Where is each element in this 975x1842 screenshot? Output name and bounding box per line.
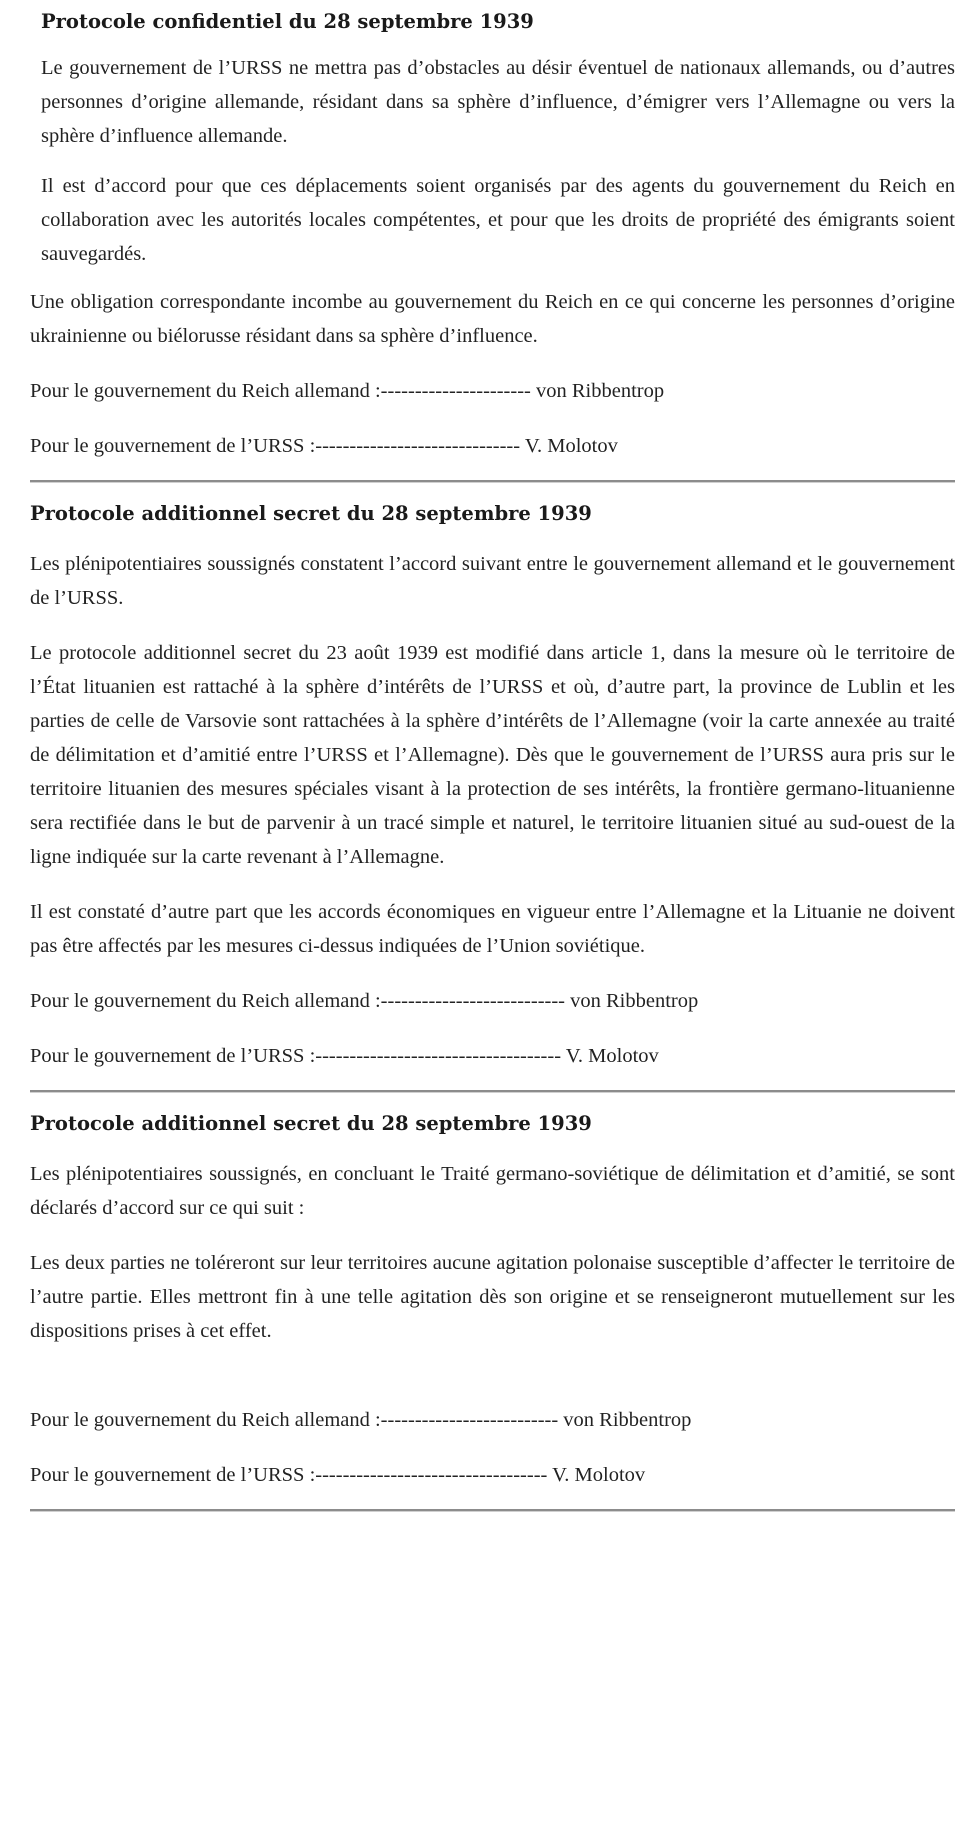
paragraph: Les deux parties ne toléreront sur leur territoires aucune agitation polonaise susceptible d’affecter le territoire de l’autre partie. Elles mettront fin à une telle agitation dès son origine et se renseigneront mutuellement sur les dispositions prises à cet effet. <box>30 1252 955 1342</box>
signature-reich: Pour le gouvernement du Reich allemand :-------------------------- von Ribbentrop <box>30 1409 692 1431</box>
signature-reich: Pour le gouvernement du Reich allemand :---------------------- von Ribbentrop <box>30 380 665 402</box>
signature-urss: Pour le gouvernement de l’URSS :---------------------------------- V. Molotov <box>30 1464 646 1486</box>
paragraph: Le gouvernement de l’URSS ne mettra pas d’obstacles au désir éventuel de nationaux allemands, ou d’autres personnes d’origine allemande, résidant dans sa sphère d’influence, d’émigrer vers l’Allemagne ou vers la sphère d’influence allemande. <box>41 57 955 147</box>
document-page <box>30 0 955 1512</box>
section-divider <box>30 1090 955 1093</box>
section-title: Protocole additionnel secret du 28 septembre 1939 <box>30 502 592 525</box>
protocol-additional-secret-2 <box>30 1112 955 1492</box>
paragraph: Le protocole additionnel secret du 23 août 1939 est modifié dans article 1, dans la mesure où le territoire de l’État lituanien est rattaché à la sphère d’intérêts de l’URSS et où, d’autre part, la province de Lublin et les parties de celle de Varsovie sont rattachées à la sphère d’intérêts de l’Allemagne (voir la carte annexée au traité de délimitation et d’amitié entre l’URSS et l’Allemagne). Dès que le gouvernement de l’URSS aura pris sur le territoire lituanien des mesures spéciales visant à la protection de ses intérêts, la frontière germano-lituanienne sera rectifiée dans le but de parvenir à un tracé simple et naturel, le territoire lituanien situé au sud-ouest de la ligne indiquée sur la carte revenant à l’Allemagne. <box>30 642 955 868</box>
paragraph: Les plénipotentiaires soussignés constatent l’accord suivant entre le gouvernement allemand et le gouvernement de l’URSS. <box>30 553 955 609</box>
section-title: Protocole confidentiel du 28 septembre 1939 <box>41 10 534 33</box>
section-divider <box>30 480 955 483</box>
paragraph: Il est constaté d’autre part que les accords économiques en vigueur entre l’Allemagne et la Lituanie ne doivent pas être affectés par les mesures ci-dessus indiquées de l’Union soviétique. <box>30 901 955 957</box>
signature-urss: Pour le gouvernement de l’URSS :------------------------------------ V. Molotov <box>30 1045 659 1067</box>
section-divider <box>30 1509 955 1512</box>
paragraph: Les plénipotentiaires soussignés, en concluant le Traité germano-soviétique de délimitation et d’amitié, se sont déclarés d’accord sur ce qui suit : <box>30 1163 955 1219</box>
signature-urss: Pour le gouvernement de l’URSS :------------------------------ V. Molotov <box>30 435 618 457</box>
section-title: Protocole additionnel secret du 28 septembre 1939 <box>30 1112 592 1135</box>
signature-reich: Pour le gouvernement du Reich allemand :--------------------------- von Ribbentrop <box>30 990 699 1012</box>
paragraph: Une obligation correspondante incombe au gouvernement du Reich en ce qui concerne les personnes d’origine ukrainienne ou biélorusse résidant dans sa sphère d’influence. <box>30 291 955 347</box>
paragraph: Il est d’accord pour que ces déplacements soient organisés par des agents du gouvernement du Reich en collaboration avec les autorités locales compétentes, et pour que les droits de propriété des émigrants soient sauvegardés. <box>41 175 955 265</box>
protocol-confidential <box>30 10 955 463</box>
protocol-additional-secret-1 <box>30 502 955 1073</box>
